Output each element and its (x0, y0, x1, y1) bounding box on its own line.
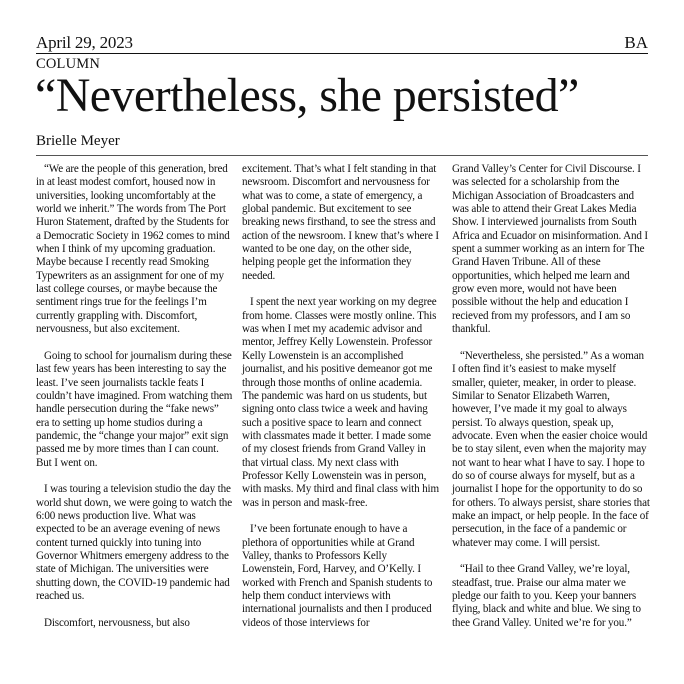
article-headline: “Nevertheless, she persisted” (35, 69, 579, 122)
article-byline: Brielle Meyer (36, 133, 120, 149)
issue-date: April 29, 2023 (36, 33, 133, 52)
article-body (36, 163, 648, 673)
article-paragraph-continued: Grand Valley’s Center for Civil Discourse. I was selected for a scholarship from the Michigan Association of Broadcasters and was able to attend their Great Lakes Media Show. I interviewed journalists from South Africa and Ecuador on misinformation. And I spent a summer working as an intern for The Grand Haven Tribune. All of these opportunities, which helped me learn and grow even more, would not have been possible without the help and education I recieved from my professors, and I am so thankful. (452, 163, 648, 336)
article-paragraph: I was touring a television studio the day the world shut down, we were going to watch the 6:00 news production live. What was expected to be an average evening of news content turned quickly into tuning into Governor Whitmers emergeny address to the state of Michigan. The universities were shutting down, the COVID-19 pandemic had reached us. (36, 483, 232, 602)
article-paragraph: I’ve been fortunate enough to have a plethora of opportunities while at Grand Valley, thanks to Professors Kelly Lowenstein, Ford, Harvey, and O’Kelly. I worked with French and Spanish students to help them conduct interviews with international journalists and then I produced videos of those interviews for (242, 523, 433, 629)
article-paragraph-continued: excitement. That’s what I felt standing in that newsroom. Discomfort and nervousness for what was to come, a state of emergency, a global pandemic. But excitement to see breaking news firsthand, to see the stress and action of the newsroom. I knew that’s where I wanted to be one day, on the other side, helping people get the information they needed. (242, 163, 439, 282)
section-code: BA (624, 33, 648, 52)
article-paragraph: I spent the next year working on my degree from home. Classes were mostly online. This was when I met my academic advisor and mentor, Jeffrey Kelly Lowenstein. Professor Kelly Lowenstein is an accomplished journalist, and his positive demeanor got me through those months of online academia. The pandemic was hard on us students, but signing onto class twice a week and having such a positive space to learn and connect with classmates made it better. I made some of my closest friends from Grand Valley in that virtual class. My next class with Professor Kelly Lowenstein was in person, with masks. My third and final class with him was in person and mask-free. (242, 296, 439, 509)
article-paragraph: “Nevertheless, she persisted.” As a woman I often find it’s easiest to make myself smaller, quieter, meaker, in order to please. Similar to Senator Elizabeth Warren, however, I’ve made it my goal to always persist. To always question, speak up, advocate. Even when the easier choice would be to stay silent, even when the majority may not want to hear what I have to say. I hope to do so of course always for myself, but as a journalist I hope for the opportunity to do so for others. To always persist, share stories that make an impact, or help people. In the face of persecution, in the face of a pandemic or whatever may come. I will persist. (452, 349, 650, 549)
article-column-3 (452, 163, 650, 643)
article-column-2 (242, 163, 440, 643)
article-paragraph: “We are the people of this generation, bred in at least modest comfort, housed now in universities, looking uncomfortably at the world we inherit.” The words from The Port Huron Statement, drafted by the Students for a Democratic Society in 1962 comes to mind when I think of my upcoming graduation. Maybe because I recently read Smoking Typewriters as an assignment for one of my last college courses, or maybe because the sentiment rings true for the feelings I’m currently grappling with. Discomfort, nervousness, but also excitement. (36, 163, 230, 336)
article-kicker: COLUMN (36, 56, 101, 72)
article-paragraph: “Hail to thee Grand Valley, we’re loyal, steadfast, true. Praise our alma mater we pledge our faith to you. Keep your banners flying, black and white and blue. We sing to thee Grand Valley. United we’re for you.” (452, 563, 641, 629)
byline-divider (36, 155, 648, 156)
article-paragraph: Going to school for journalism during these last few years has been interesting to say the least. I’ve seen journalists tackle feats I couldn’t have imagined. From watching them handle persecution during the “fake news” era to setting up home studios during a pandemic, the “change your major” exit sign passed me by more times than I can count. But I went on. (36, 349, 233, 469)
article-column-1 (36, 163, 234, 643)
article-paragraph: Discomfort, nervousness, but also (44, 616, 190, 629)
page-header (36, 31, 648, 54)
